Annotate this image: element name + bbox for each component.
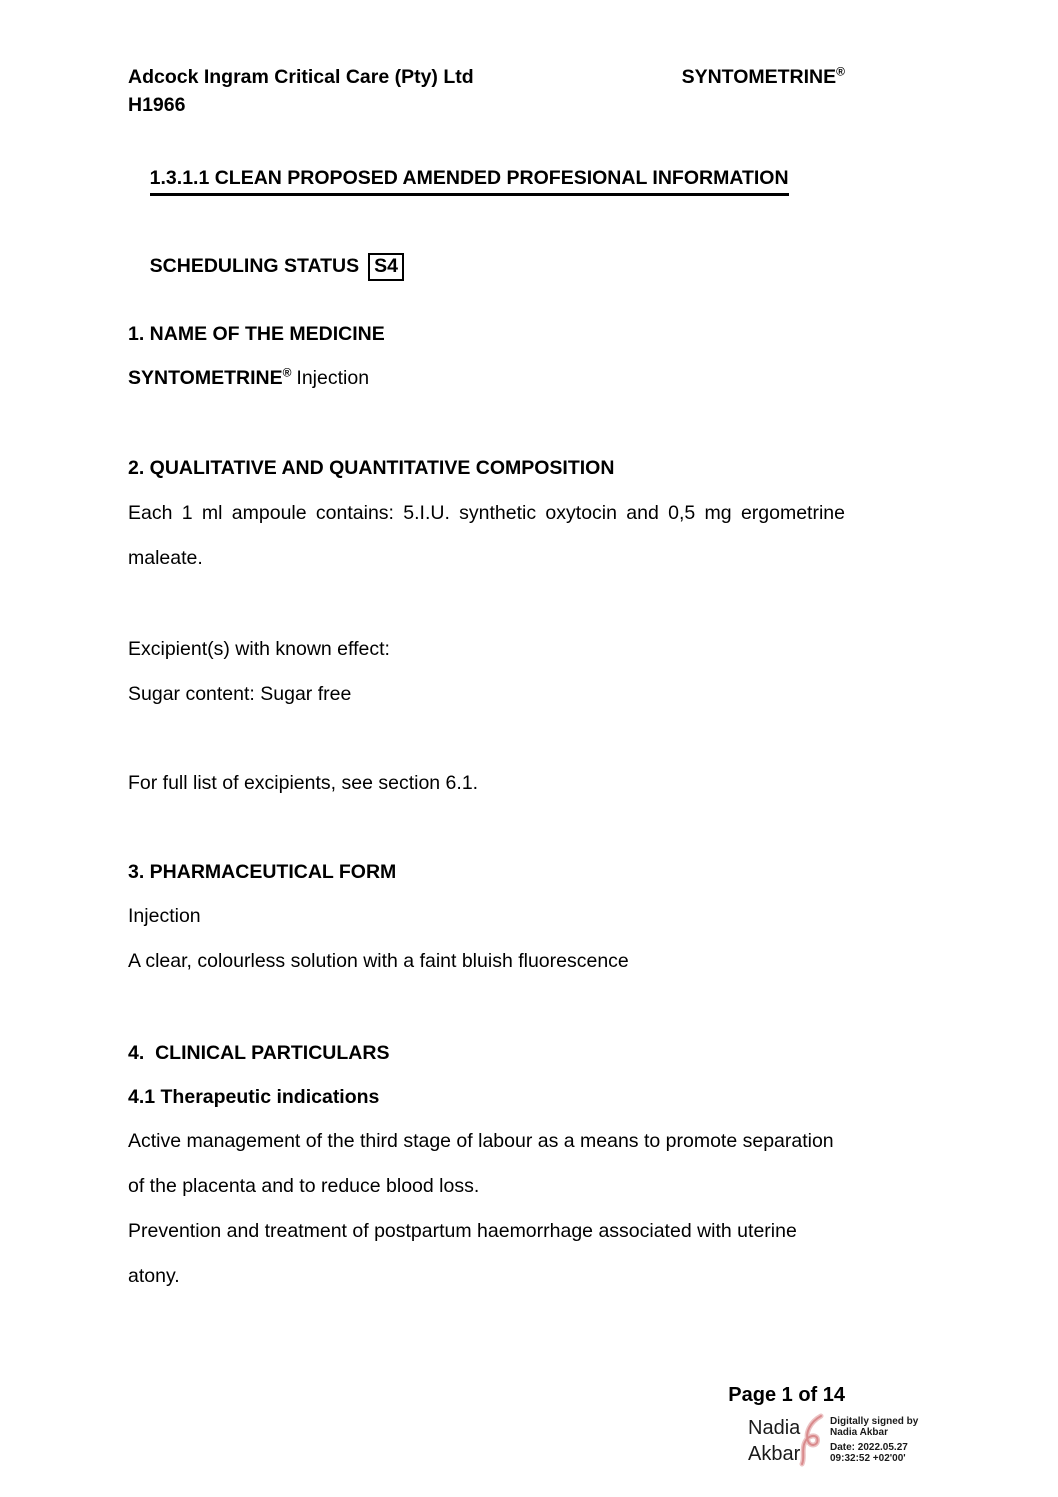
sugar-content-line: Sugar content: Sugar free <box>128 683 352 705</box>
header-product <box>128 64 845 91</box>
medicine-name-line <box>128 365 845 392</box>
registered-trademark-icon: ® <box>282 365 292 380</box>
medicine-name: SYNTOMETRINE <box>128 367 283 389</box>
excipients-reference-line: For full list of excipients, see section 6.1. <box>128 772 479 794</box>
signature-name-line-2: Akbar <box>748 1443 801 1465</box>
signature-details-block-2 <box>830 1442 960 1464</box>
header-reference: H1966 <box>128 94 186 116</box>
scheduling-status-row <box>128 226 845 308</box>
pharmaceutical-form-line: Injection <box>128 905 201 927</box>
scheduling-status-label: SCHEDULING STATUS <box>149 255 360 277</box>
signature-details <box>830 1416 960 1464</box>
header-product-name: SYNTOMETRINE <box>681 66 837 88</box>
registered-trademark-icon: ® <box>836 64 845 79</box>
signature-flourish-icon <box>799 1413 829 1467</box>
signature-date: Date: 2022.05.27 <box>830 1442 908 1453</box>
digital-signature-stamp <box>748 1410 978 1480</box>
signature-details-block-1 <box>830 1416 960 1438</box>
header-company: Adcock Ingram Critical Care (Pty) Ltd <box>128 66 474 88</box>
signature-name <box>748 1415 800 1467</box>
medicine-form-suffix: Injection <box>296 367 370 389</box>
signature-digitally-signed-by: Digitally signed by <box>830 1416 919 1427</box>
signature-name-line-1: Nadia <box>748 1417 801 1439</box>
solution-description-line: A clear, colourless solution with a faint bluish fluorescence <box>128 950 629 972</box>
section-2-heading: 2. QUALITATIVE AND QUANTITATIVE COMPOSITION <box>128 457 615 479</box>
signature-signer: Nadia Akbar <box>830 1427 888 1438</box>
section-4-heading: 4. CLINICAL PARTICULARS <box>128 1042 390 1064</box>
page-number: Page 1 of 14 <box>728 1384 845 1406</box>
document-title-row <box>128 138 845 223</box>
indication-2-line-2: atony. <box>128 1265 180 1287</box>
section-4-1-heading: 4.1 Therapeutic indications <box>128 1086 380 1108</box>
indication-1-line-1: Active management of the third stage of labour as a means to promote separation <box>128 1130 834 1152</box>
signature-time: 09:32:52 +02'00' <box>830 1453 906 1464</box>
section-3-heading: 3. PHARMACEUTICAL FORM <box>128 861 397 883</box>
document-title: 1.3.1.1 CLEAN PROPOSED AMENDED PROFESIONAL INFORMATION <box>150 165 789 196</box>
composition-line-1: Each 1 ml ampoule contains: 5.I.U. synthetic oxytocin and 0,5 mg ergometrine <box>128 502 845 524</box>
composition-line-2: maleate. <box>128 547 203 569</box>
indication-2-line-1: Prevention and treatment of postpartum haemorrhage associated with uterine <box>128 1220 797 1242</box>
excipients-label: Excipient(s) with known effect: <box>128 638 390 660</box>
section-1-heading: 1. NAME OF THE MEDICINE <box>128 323 385 345</box>
scheduling-status-badge: S4 <box>368 253 404 281</box>
indication-1-line-2: of the placenta and to reduce blood loss. <box>128 1175 480 1197</box>
